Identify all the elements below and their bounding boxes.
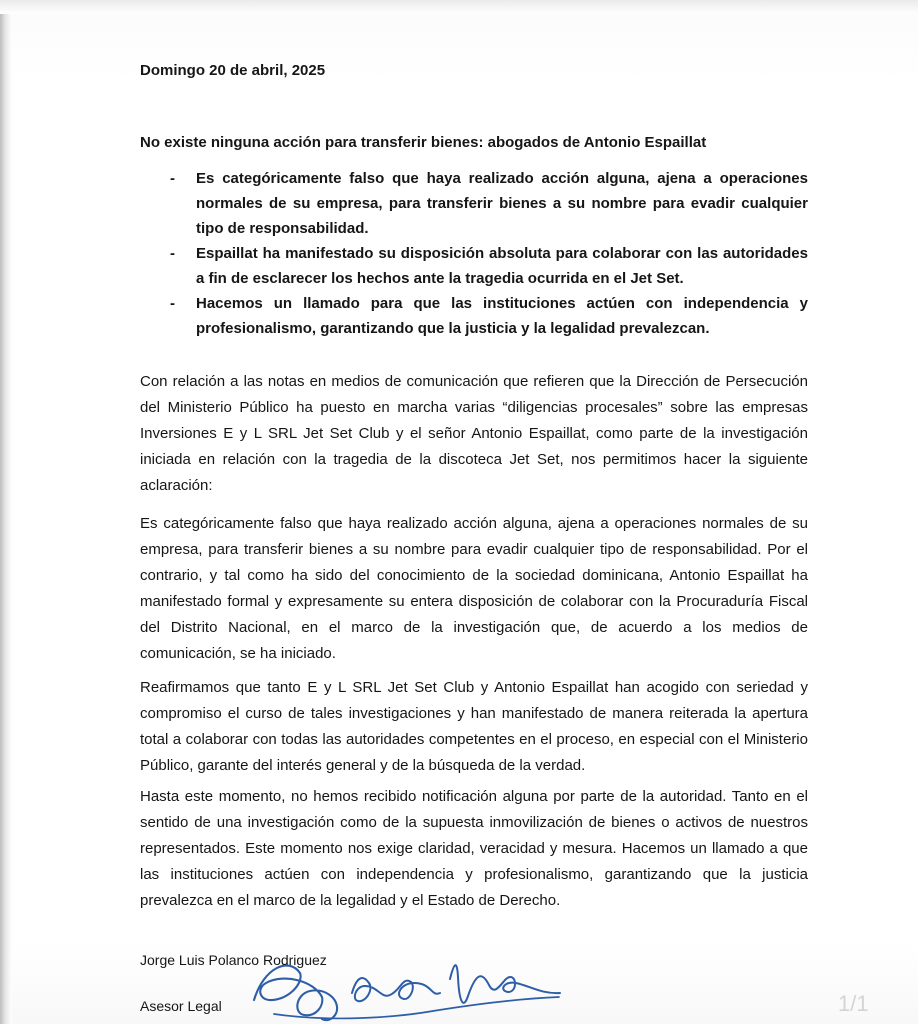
page-left-edge-shadow xyxy=(0,0,12,1024)
signature-underline xyxy=(274,997,559,1018)
document-date: Domingo 20 de abril, 2025 xyxy=(140,62,326,79)
document-headline: No existe ninguna acción para transferir bienes: abogados de Antonio Espaillat xyxy=(140,134,707,151)
summary-bullet: - Espaillat ha manifestado su disposición absoluta para colaborar con las autoridades a fin de esclarecer los hechos ante la tragedia ocurrida en el Jet Set. xyxy=(170,241,808,291)
signatory-title: Asesor Legal xyxy=(140,998,222,1014)
summary-bullet: - Hacemos un llamado para que las instituciones actúen con independencia y profesionalismo, garantizando que la justicia y la legalidad prevalezcan. xyxy=(170,291,808,341)
signature-stroke-main xyxy=(254,966,337,1021)
body-paragraph-2: Es categóricamente falso que haya realizado acción alguna, ajena a operaciones normales de su empresa, para transferir bienes a su nombre para evadir cualquier tipo de responsabilidad. Por el contrario, y tal como ha sido del conocimiento de la sociedad dominicana, Antonio Espaillat ha manifestado formal y expresamente su entera disposición de colaborar con la Procuraduría Fiscal del Distrito Nacional, en el marco de la investigación que, de acuerdo a los medios de comunicación, se ha iniciado. xyxy=(140,515,808,662)
page-counter: 1/1 xyxy=(838,991,869,1016)
body-paragraph-4: Hasta este momento, no hemos recibido notificación alguna por parte de la autoridad. Tanto en el sentido de una investigación como de la supuesta inmovilización de bienes o activos de nuestros representados. Este momento nos exige claridad, veracidad y mesura. Hacemos un llamado a que las instituciones actúen con independencia y profesionalismo, garantizando que la justicia prevalezca en el marco de la legalidad y el Estado de Derecho. xyxy=(140,788,808,909)
page-top-shadow xyxy=(0,0,918,14)
body-paragraph-1: Con relación a las notas en medios de comunicación que refieren que la Dirección de Persecución del Ministerio Público ha puesto en marcha varias “diligencias procesales” sobre las empresas Inversiones E y L SRL Jet Set Club y el señor Antonio Espaillat, como parte de la investigación iniciada en relación con la tragedia de la discoteca Jet Set, nos permitimos hacer la siguiente aclaración: xyxy=(140,373,808,494)
signatory-name: Jorge Luis Polanco Rodriguez xyxy=(140,952,327,968)
summary-bullet: - Es categóricamente falso que haya realizado acción alguna, ajena a operaciones normales de su empresa, para transferir bienes a su nombre para evadir cualquier tipo de responsabilidad. xyxy=(170,166,808,241)
summary-bullets xyxy=(170,166,808,341)
body-paragraph-3: Reafirmamos que tanto E y L SRL Jet Set Club y Antonio Espaillat han acogido con seriedad y compromiso el curso de tales investigaciones y han manifestado de manera reiterada la apertura total a colaborar con todas las autoridades competentes en el proceso, en especial con el Ministerio Público, garante del interés general y de la búsqueda de la verdad. xyxy=(140,679,808,774)
signature-stroke-middle xyxy=(352,978,440,1001)
